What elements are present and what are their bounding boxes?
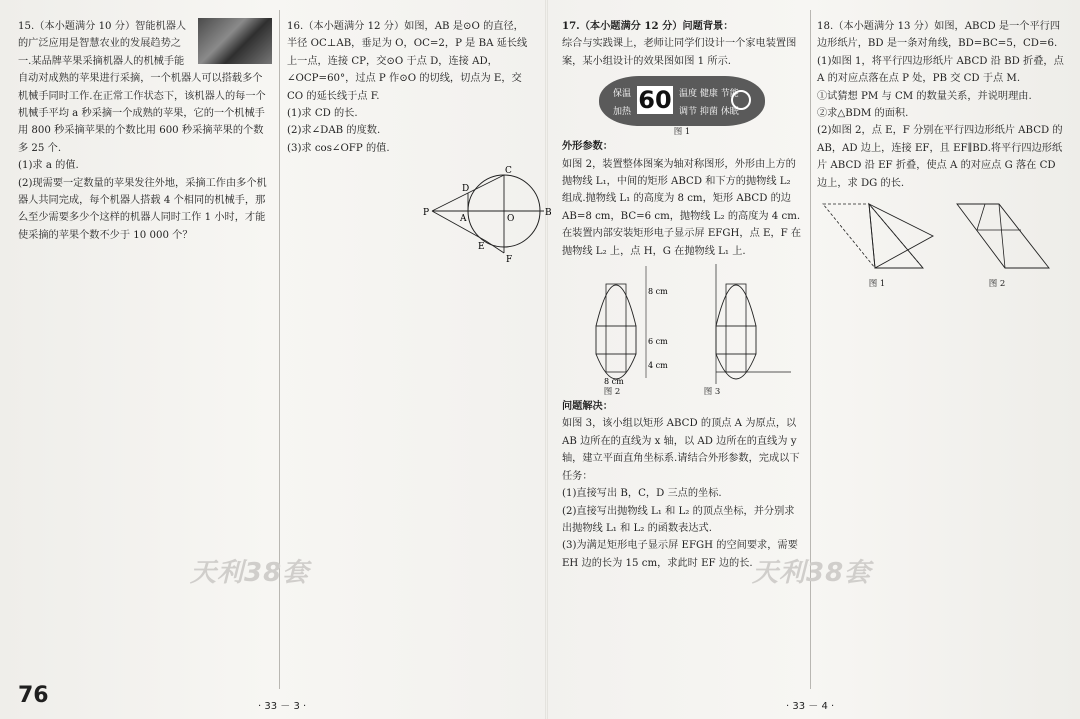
q18-part1-b: ②求△BDM 的面积.	[817, 108, 909, 120]
label-o: O	[507, 214, 515, 225]
q18-part1: (1)如图 1，将平行四边形纸片 ABCD 沿 BD 折叠，点 A 的对应点落在点 P 处，PB 交 CD 于点 M.	[817, 55, 1064, 85]
q16-part1: (1)求 CD 的长.	[287, 108, 358, 120]
center-fold	[545, 0, 548, 719]
footer-right: · 33 － 4 ·	[786, 701, 835, 712]
q16-circle-figure	[422, 163, 562, 263]
q17-task2: (2)直接写出抛物线 L₁ 和 L₂ 的顶点坐标，并分别求出抛物线 L₁ 和 L₂ 的函数表达式.	[562, 505, 795, 534]
q17-title: 17.（本小题满分 12 分）问题背景：	[562, 20, 734, 32]
panel-labels-top: 温度 健康 节能	[679, 89, 739, 100]
q15-stem: 15.（本小题满分 10 分）智能机器人的广泛应用是智慧农业的发展趋势之一.某品牌苹果采摘机器人的机械手能自动对成熟的苹果进行采摘，一个机器人可以搭载多个机械手同时工作.在正常工作状态下，该机器人的每一个机械手平均 a 秒采摘一个成熟的苹果，它的一个机械手用 800 秒采摘苹果的个数比用 600 秒采摘苹果的个数多 25 个.	[18, 21, 266, 154]
label-b: B	[545, 208, 552, 219]
q15-part2: (2)现需要一定数量的苹果发往外地，采摘工作由多个机器人共同完成，每个机器人搭载 4 个相同的机械手，那么至少需要多少个这样的机器人同时工作 1 小时，才能使采摘的苹果个数不少于 10 000 个？	[18, 177, 267, 241]
q17-task1: (1)直接写出 B，C，D 三点的坐标.	[562, 488, 722, 500]
question-18	[817, 18, 1067, 290]
q18-figures	[817, 196, 1065, 278]
fig2-caption: 图 2	[603, 387, 621, 398]
fig3-caption: 图 3	[703, 387, 721, 398]
page-number: 76	[18, 683, 49, 708]
dim-mid: 6 cm	[648, 337, 668, 347]
problem-solving-text: 如图 3，该小组以矩形 ABCD 的顶点 A 为原点，以 AB 边所在的直线为 x 轴，以 AD 边所在的直线为 y 轴，建立平面直角坐标系.请结合外形参数，完成以下任务：	[562, 418, 800, 482]
question-15	[18, 18, 272, 244]
power-icon	[731, 90, 751, 110]
problem-solving-heading: 问题解决：	[562, 400, 613, 413]
panel-display: 60	[638, 86, 672, 115]
shape-params-text: 如图 2，装置整体图案为轴对称图形，外形由上方的抛物线 L₁，中间的矩形 ABCD 和下方的抛物线 L₂ 组成.抛物线 L₁ 的高度为 8 cm，矩形 ABCD 的边 AB=8 cm，BC=6 cm，抛物线 L₂ 的高度为 4 cm.在装置内部安装矩形电子显示屏 EFGH，点 E，F 在抛物线 L₂ 上，点 H，G 在抛物线 L₁ 上.	[562, 158, 802, 257]
q17-figures	[566, 264, 796, 386]
watermark-left: 天利38套	[190, 558, 310, 588]
watermark-right: 天利38套	[752, 558, 872, 588]
question-16	[287, 18, 552, 264]
label-p: P	[423, 208, 430, 219]
question-17	[562, 18, 802, 572]
q16-part2: (2)求∠DAB 的度数.	[287, 125, 381, 137]
appliance-panel	[599, 76, 765, 126]
q18-part2: (2)如图 2，点 E，F 分别在平行四边形纸片 ABCD 的 AB，AD 边上，连接 EF，且 EF∥BD.将平行四边形纸片 ABCD 沿 EF 折叠，使点 A 的对应点 G 落在 CD 边上，求 DG 的长.	[817, 125, 1063, 189]
q16-part3: (3)求 cos∠OFP 的值.	[287, 142, 390, 154]
fig1-caption: 图 1	[673, 127, 691, 138]
dim-top: 8 cm	[648, 287, 668, 297]
label-e: E	[478, 242, 485, 253]
q18-fig2-caption: 图 2	[988, 279, 1006, 290]
q18-fig1-caption: 图 1	[868, 279, 886, 290]
q15-part1: (1)求 a 的值.	[18, 160, 79, 172]
q16-stem: 16.（本小题满分 12 分）如图，AB 是⊙O 的直径，半径 OC⊥AB，垂足为 O，OC=2，P 是 BA 延长线上一点，连接 CP，交⊙O 于点 D，连接 AD，∠OCP=60°，过点 P 作⊙O 的切线，切点为 E，交 CO 的延长线于点 F.	[287, 21, 528, 102]
label-a: A	[460, 214, 467, 225]
label-c: C	[505, 166, 512, 177]
q17-background: 综合与实践课上，老师让同学们设计一个家电装置图案，某小组设计的效果图如图 1 所示.	[562, 38, 797, 67]
q18-stem: 18.（本小题满分 13 分）如图，ABCD 是一个平行四边形纸片，BD 是一条对角线，BD=BC=5，CD=6.	[817, 21, 1061, 50]
label-f: F	[506, 255, 513, 264]
dim-bottom: 4 cm	[648, 361, 668, 371]
panel-label-keep-warm: 保温	[613, 89, 632, 100]
panel-labels-bottom: 调节 抑菌 休眠	[679, 107, 739, 118]
q17-task3: (3)为满足矩形电子显示屏 EFGH 的空间要求，需要 EH 边的长为 15 cm，求此时 EF 边的长.	[562, 540, 798, 569]
dim-width: 8 cm	[604, 377, 624, 387]
q18-part1-a: ①试猜想 PM 与 CM 的数量关系，并说明理由.	[817, 90, 1032, 102]
panel-label-heat: 加热	[613, 107, 632, 118]
label-d: D	[462, 184, 470, 195]
footer-left: · 33 － 3 ·	[258, 701, 307, 712]
robot-photo	[198, 18, 272, 64]
shape-params-heading: 外形参数：	[562, 140, 613, 153]
